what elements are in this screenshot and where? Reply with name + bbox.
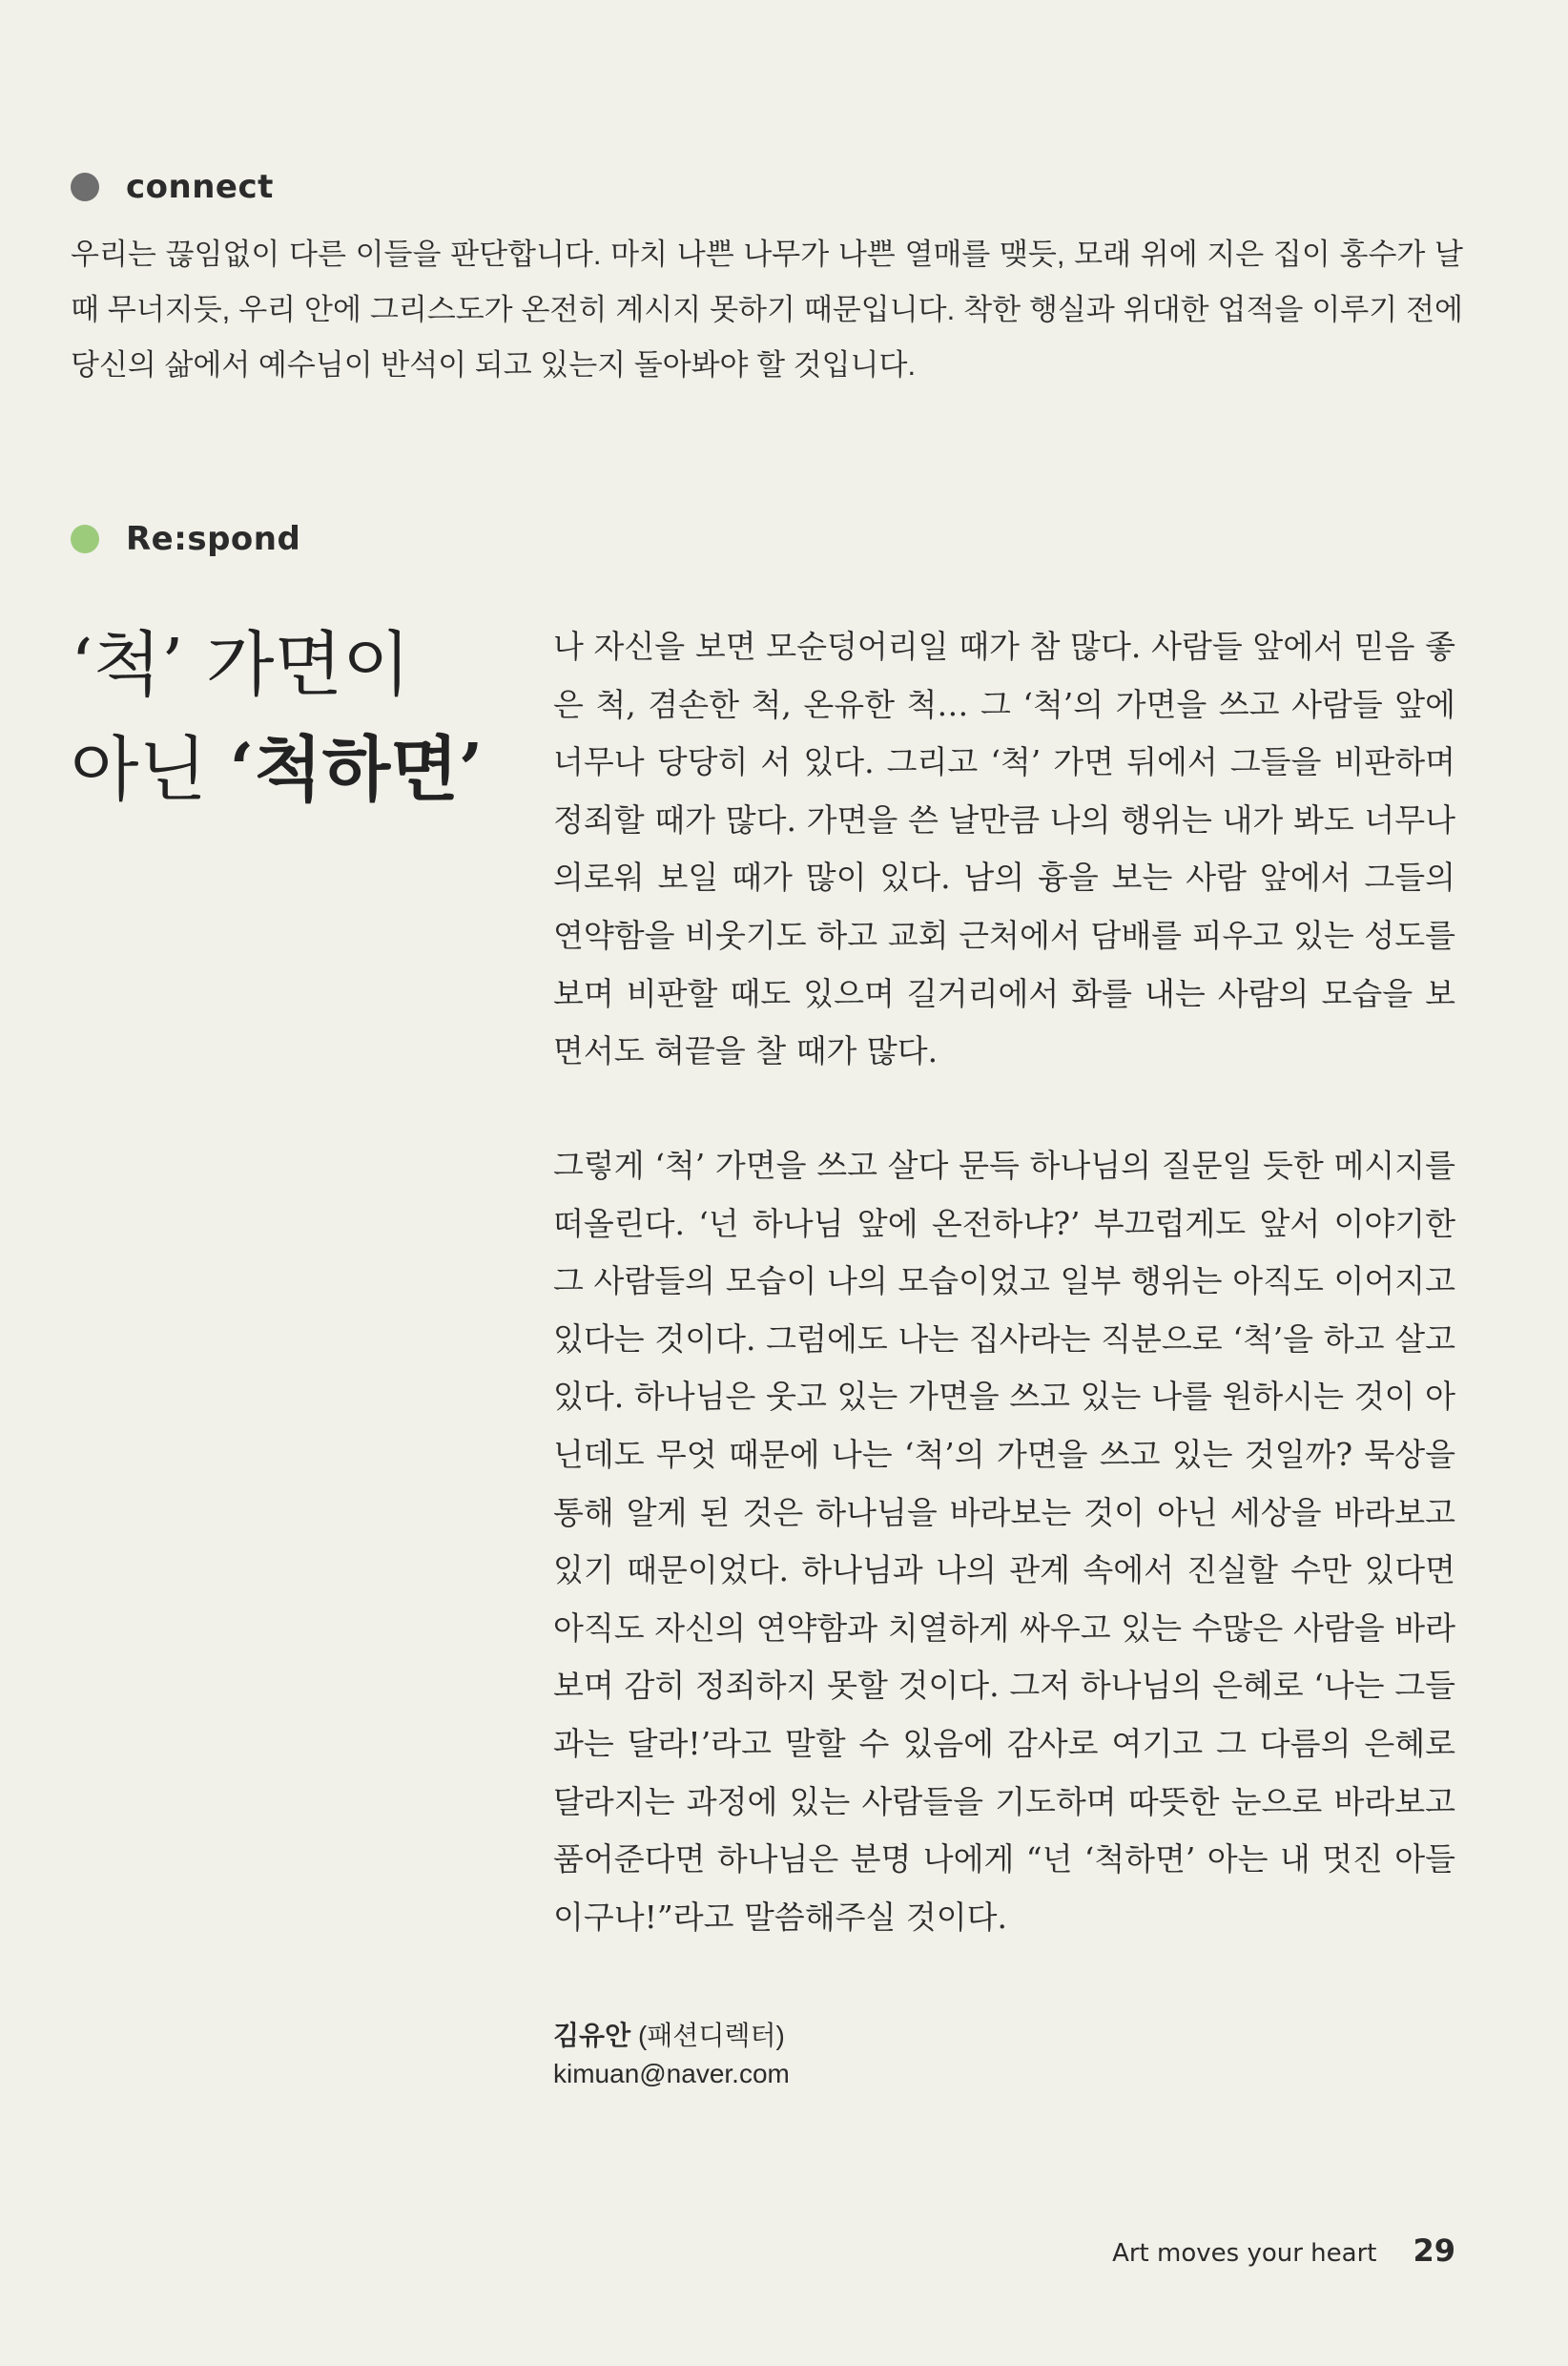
author-line: [553, 2017, 790, 2055]
connect-section-header: [71, 168, 274, 206]
author-role: (패션디렉터): [637, 2021, 785, 2050]
title-line-1: ‘척’ 가면이: [71, 624, 411, 706]
respond-bullet-dot: [71, 525, 99, 553]
author-credit: [553, 2017, 790, 2093]
connect-bullet-dot: [71, 173, 99, 201]
connect-label: connect: [126, 168, 274, 206]
title-line-2-prefix: 아닌: [71, 729, 230, 811]
article-title: [71, 612, 490, 822]
title-line-2: [71, 717, 490, 822]
body-paragraph-2: 그렇게 ‘척’ 가면을 쓰고 살다 문득 하나님의 질문일 듯한 메시지를 떠올린다. ‘넌 하나님 앞에 온전하냐?’ 부끄럽게도 앞서 이야기한 그 사람들의 모습이 나의 모습이었고 일부 행위는 아직도 이어지고 있다는 것이다. 그럼에도 나는 집사라는 직분으로 ‘척’을 하고 살고 있다. 하나님은 웃고 있는 가면을 쓰고 있는 나를 원하시는 것이 아닌데도 무엇 때문에 나는 ‘척’의 가면을 쓰고 있는 것일까? 묵상을 통해 알게 된 것은 하나님을 바라보는 것이 아닌 세상을 바라보고 있기 때문이었다. 하나님과 나의 관계 속에서 진실할 수만 있다면 아직도 자신의 연약함과 치열하게 싸우고 있는 수많은 사람을 바라보며 감히 정죄하지 못할 것이다. 그저 하나님의 은혜로 ‘나는 그들과는 달라!’라고 말할 수 있음에 감사로 여기고 그 다름의 은혜로 달라지는 과정에 있는 사람들을 기도하며 따뜻한 눈으로 바라보고 품어준다면 하나님은 분명 나에게 “넌 ‘척하면’ 아는 내 멋진 아들이구나!”라고 말씀해주실 것이다.: [553, 1147, 1455, 1936]
connect-text: 우리는 끊임없이 다른 이들을 판단합니다. 마치 나쁜 나무가 나쁜 열매를 맺듯, 모래 위에 지은 집이 홍수가 날 때 무너지듯, 우리 안에 그리스도가 온전히 계시지 못하기 때문입니다. 착한 행실과 위대한 업적을 이루기 전에 당신의 삶에서 예수님이 반석이 되고 있는지 돌아봐야 할 것입니다.: [71, 238, 1463, 382]
respond-section-header: [71, 520, 300, 558]
page-footer: [1112, 2232, 1455, 2269]
footer-tagline: Art moves your heart: [1112, 2239, 1377, 2268]
body-paragraph-1: 나 자신을 보면 모순덩어리일 때가 참 많다. 사람들 앞에서 믿음 좋은 척, 겸손한 척, 온유한 척… 그 ‘척’의 가면을 쓰고 사람들 앞에 너무나 당당히 서 있다. 그리고 ‘척’ 가면 뒤에서 그들을 비판하며 정죄할 때가 많다. 가면을 쓴 날만큼 나의 행위는 내가 봐도 너무나 의로워 보일 때가 많이 있다. 남의 흉을 보는 사람 앞에서 그들의 연약함을 비웃기도 하고 교회 근처에서 담배를 피우고 있는 성도를 보며 비판할 때도 있으며 길거리에서 화를 내는 사람의 모습을 보면서도 혀끝을 찰 때가 많다.: [553, 628, 1455, 1070]
respond-label: Re:spond: [126, 520, 301, 558]
author-email: kimuan@naver.com: [553, 2059, 790, 2088]
author-name: 김유안: [553, 2021, 631, 2050]
page-number: 29: [1413, 2232, 1455, 2269]
title-line-2-emphasis: ‘척하면’: [229, 729, 484, 811]
